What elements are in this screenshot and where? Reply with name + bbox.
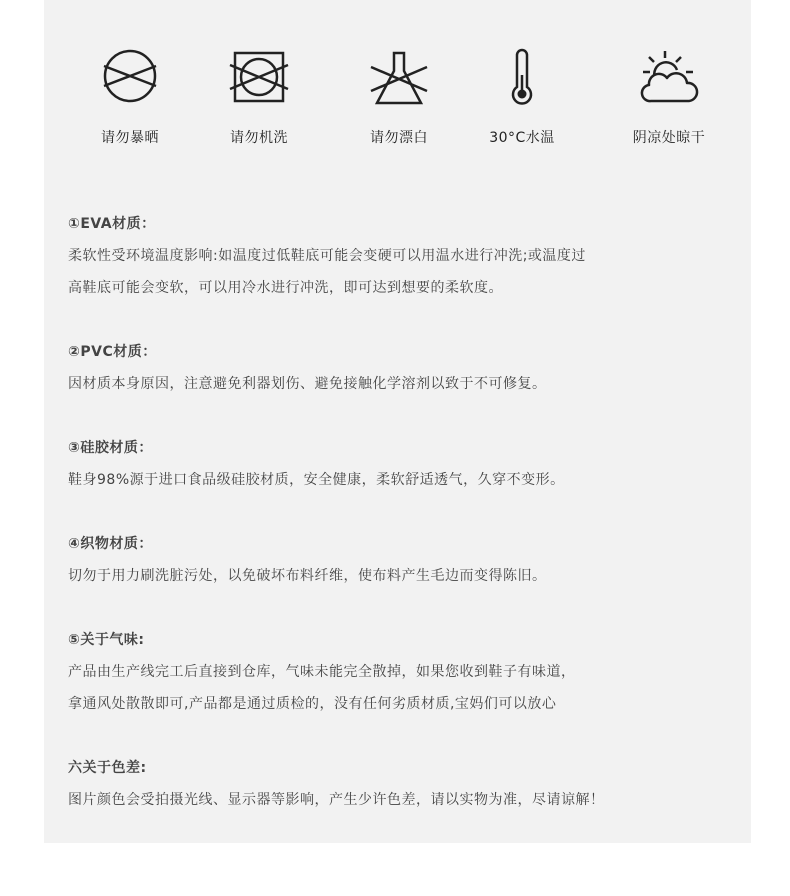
section-text: 产品由生产线完工后直接到仓库，气味未能完全散掉，如果您收到鞋子有味道， [68,664,576,680]
icon-label: 请勿机洗 [230,130,288,146]
icon-label: 阴凉处晾干 [632,130,706,146]
no-sun-drying-icon [98,45,162,105]
pvc-section [68,336,728,400]
care-icon-item [199,45,319,146]
icon-label: 请勿漂白 [370,130,428,146]
section-text: 图片颜色会受拍摄光线、显示器等影响，产生少许色差，请以实物为准，尽请谅解！ [68,792,605,808]
care-icon-item [462,45,582,146]
care-icon-item [70,45,190,146]
eva-section [68,208,728,304]
no-bleach-icon [367,45,431,105]
icon-label: 请勿暴晒 [101,130,159,146]
section-title: ②PVC材质： [68,344,157,360]
care-instructions-panel [44,0,751,843]
color-difference-section [68,752,728,816]
section-text: 拿通风处散散即可,产品都是通过质检的，没有任何劣质材质,宝妈们可以放心 [68,696,557,712]
section-title: ③硅胶材质： [68,440,153,456]
section-title: ⑤关于气味: [68,632,145,648]
section-text: 鞋身98%源于进口食品级硅胶材质，安全健康，柔软舒适透气，久穿不变形。 [68,472,565,488]
fabric-section [68,528,728,592]
section-text: 切勿于用力刷洗脏污处，以免破坏布料纤维，使布料产生毛边而变得陈旧。 [68,568,547,584]
care-icon-item [339,45,459,146]
section-text: 高鞋底可能会变软，可以用冷水进行冲洗，即可达到想要的柔软度。 [68,280,503,296]
care-icon-item [609,45,729,146]
section-title: ④织物材质： [68,536,153,552]
thermometer-icon [490,45,554,105]
section-text: 因材质本身原因，注意避免利器划伤、避免接触化学溶剂以致于不可修复。 [68,376,547,392]
care-icons-row [44,0,751,170]
section-title: 六关于色差: [68,760,147,776]
odor-section [68,624,728,720]
section-title: ①EVA材质： [68,216,156,232]
no-machine-wash-icon [227,45,291,105]
section-text: 柔软性受环境温度影响:如温度过低鞋底可能会变硬可以用温水进行冲洗;或温度过 [68,248,586,264]
silicone-section [68,432,728,496]
shade-dry-icon [637,45,701,105]
icon-label: 30°C水温 [489,130,555,146]
